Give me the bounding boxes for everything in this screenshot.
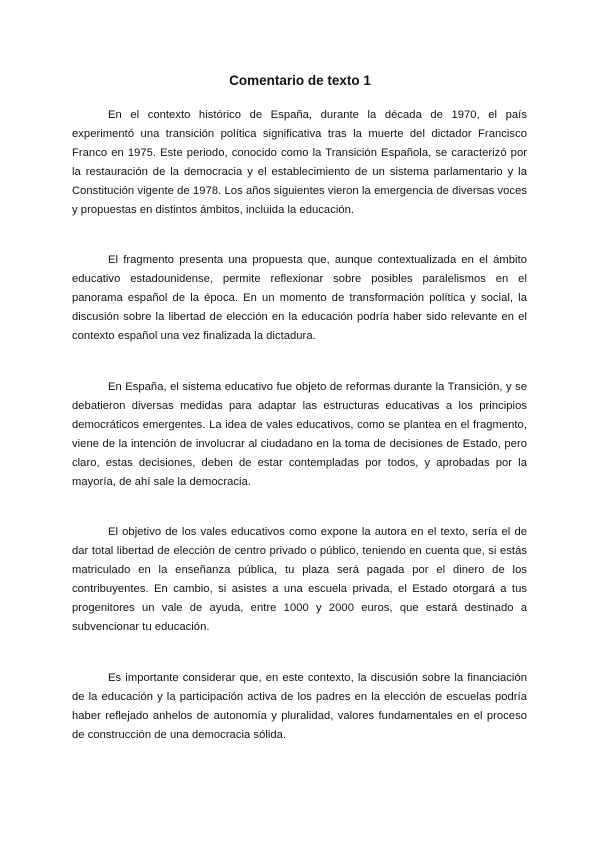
document-title: Comentario de texto 1 (229, 73, 371, 88)
paragraph-1: En el contexto histórico de España, durante la década de 1970, el país experimentó una transición política significativa tras la muerte del dictador Francisco Franco en 1975. Este periodo, conocido como la Transición Española, se caracterizó por la restauración de la democracia y el establecimiento de un sistema parlamentario y la Constitución vigente de 1978. Los años siguientes vieron la emergencia de diversas voces y propuestas en distintos ámbitos, incluida la educación. (72, 109, 527, 216)
paragraph-4: El objetivo de los vales educativos como expone la autora en el texto, sería el de dar total libertad de elección de centro privado o público, teniendo en cuenta que, si estás matriculado en la enseñanza pública, tu plaza será pagada por el dinero de los contribuyentes. En cambio, si asistes a una escuela privada, el Estado otorgará a tus progenitores un vale de ayuda, entre 1000 y 2000 euros, que estará destinado a subvencionar tu educación. (72, 526, 527, 633)
paragraph-2: El fragmento presenta una propuesta que, aunque contextualizada en el ámbito educativo estadounidense, permite reflexionar sobre posibles paralelismos en el panorama español de la época. En un momento de transformación política y social, la discusión sobre la libertad de elección en la educación podría haber sido relevante en el contexto español una vez finalizada la dictadura. (72, 254, 527, 343)
paragraph-5: Es importante considerar que, en este contexto, la discusión sobre la financiación de la educación y la participación activa de los padres en la elección de escuelas podría haber reflejado anhelos de autonomía y pluralidad, valores fundamentales en el proceso de construcción de una democracia sólida. (72, 671, 527, 741)
document-body (72, 106, 527, 776)
paragraph-3: En España, el sistema educativo fue objeto de reformas durante la Transición, y se debatieron diversas medidas para adaptar las estructuras educativas a los principios democráticos emergentes. La idea de vales educativos, como se plantea en el fragmento, viene de la intención de involucrar al ciudadano en la toma de decisiones de Estado, pero claro, estas decisiones, deben de estar contempladas por todos, y aprobadas por la mayoría, de ahí sale la democracia. (72, 380, 527, 488)
